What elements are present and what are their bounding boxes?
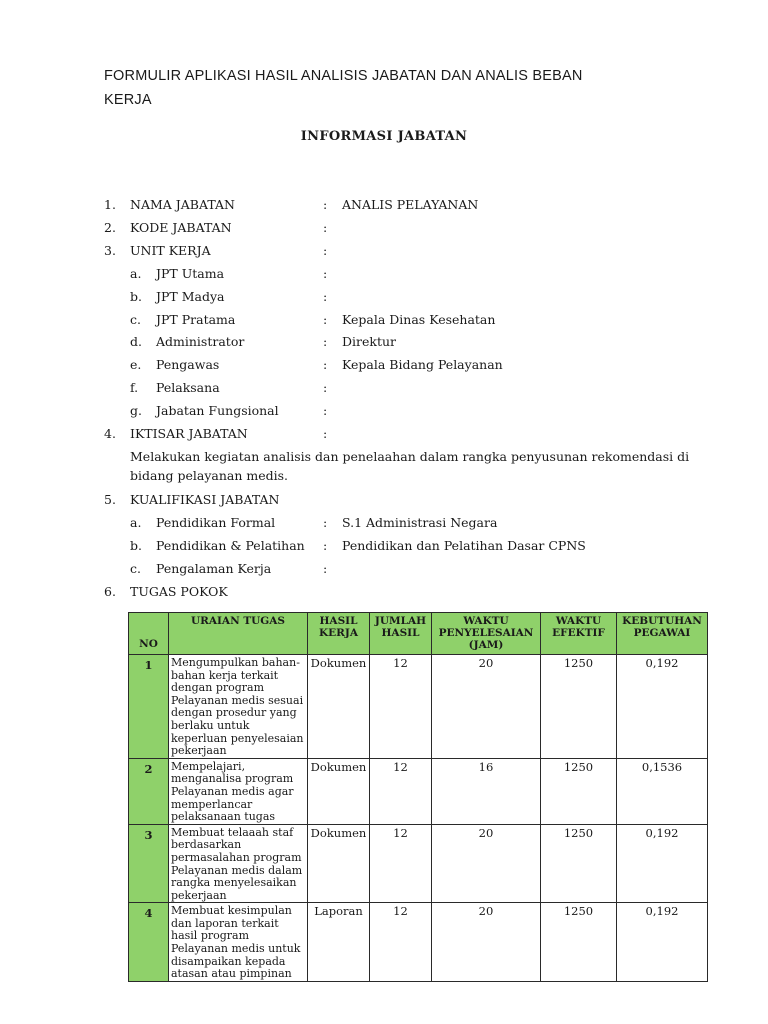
row-kebutuhan: 0,192	[617, 824, 708, 903]
header-uraian-tugas: URAIAN TUGAS	[169, 613, 308, 655]
section-title: INFORMASI JABATAN	[300, 129, 468, 144]
table-row	[129, 655, 708, 759]
field-colon: :	[323, 426, 328, 441]
row-efektif: 1250	[541, 903, 617, 982]
row-number: 1	[129, 655, 169, 759]
field-label: KODE JABATAN	[130, 220, 232, 235]
row-number: 3	[129, 824, 169, 903]
row-uraian: Mempelajari, menganalisa program Pelayanan medis agar memperlancar pelaksanaan tugas	[169, 758, 308, 824]
field-number: 5.	[104, 492, 116, 507]
field-label: Jabatan Fungsional	[156, 403, 279, 418]
field-letter: d.	[130, 334, 142, 349]
field-number: 4.	[104, 426, 116, 441]
field-label: Pendidikan Formal	[156, 515, 276, 530]
field-label: Pengalaman Kerja	[156, 561, 272, 576]
row-uraian: Mengumpulkan bahan-bahan kerja terkait dengan program Pelayanan medis sesuai dengan prosedur yang berlaku untuk keperluan penyelesaian pekerjaan	[169, 655, 308, 759]
table-row	[129, 758, 708, 824]
field-colon: :	[323, 334, 328, 349]
field-number: 3.	[104, 243, 116, 258]
field-label: Pelaksana	[156, 380, 220, 395]
field-label: JPT Utama	[156, 266, 225, 281]
field-label: UNIT KERJA	[130, 243, 211, 258]
field-colon: :	[323, 243, 328, 258]
field-letter: c.	[130, 561, 141, 576]
field-number: 6.	[104, 584, 116, 599]
row-jumlah: 12	[370, 903, 432, 982]
header-hasil-kerja: HASIL KERJA	[308, 613, 370, 655]
field-colon: :	[323, 403, 328, 418]
row-efektif: 1250	[541, 655, 617, 759]
field-value: S.1 Administrasi Negara	[342, 515, 498, 530]
field-colon: :	[323, 561, 328, 576]
field-letter: a.	[130, 266, 142, 281]
row-uraian: Membuat kesimpulan dan laporan terkait hasil program Pelayanan medis untuk disampaikan kepada atasan atau pimpinan	[169, 903, 308, 982]
field-value: Pendidikan dan Pelatihan Dasar CPNS	[342, 538, 586, 553]
field-colon: :	[323, 220, 328, 235]
field-label: Pendidikan & Pelatihan	[156, 538, 305, 553]
row-efektif: 1250	[541, 758, 617, 824]
field-colon: :	[323, 197, 328, 212]
field-number: 1.	[104, 197, 116, 212]
row-jumlah: 12	[370, 824, 432, 903]
field-label: IKTISAR JABATAN	[130, 426, 248, 441]
field-colon: :	[323, 289, 328, 304]
row-number: 4	[129, 903, 169, 982]
field-value: ANALIS PELAYANAN	[342, 197, 479, 212]
field-label: KUALIFIKASI JABATAN	[130, 492, 280, 507]
header-jumlah-hasil: JUMLAH HASIL	[370, 613, 432, 655]
field-letter: f.	[130, 380, 139, 395]
field-colon: :	[323, 266, 328, 281]
row-waktu: 20	[432, 824, 541, 903]
field-colon: :	[323, 312, 328, 327]
row-number: 2	[129, 758, 169, 824]
row-kebutuhan: 0,192	[617, 903, 708, 982]
field-colon: :	[323, 380, 328, 395]
row-jumlah: 12	[370, 758, 432, 824]
field-colon: :	[323, 515, 328, 530]
field-label: JPT Madya	[156, 289, 225, 304]
field-colon: :	[323, 357, 328, 372]
row-hasil: Dokumen	[308, 758, 370, 824]
header-waktu-penyelesaian: WAKTU PENYELESAIAN (JAM)	[432, 613, 541, 655]
row-hasil: Laporan	[308, 903, 370, 982]
field-value: Direktur	[342, 334, 397, 349]
row-kebutuhan: 0,192	[617, 655, 708, 759]
field-value: Kepala Bidang Pelayanan	[342, 357, 503, 372]
document-title: FORMULIR APLIKASI HASIL ANALISIS JABATAN DAN ANALIS BEBAN KERJA	[104, 68, 583, 108]
row-efektif: 1250	[541, 824, 617, 903]
field-letter: e.	[130, 357, 142, 372]
row-hasil: Dokumen	[308, 655, 370, 759]
header-kebutuhan-pegawai: KEBUTUHAN PEGAWAI	[617, 613, 708, 655]
field-label: Pengawas	[156, 357, 220, 372]
field-value: Kepala Dinas Kesehatan	[342, 312, 496, 327]
header-no: NO	[129, 613, 169, 655]
tasks-table	[128, 612, 708, 982]
row-kebutuhan: 0,1536	[617, 758, 708, 824]
table-row	[129, 824, 708, 903]
iktisar-paragraph: Melakukan kegiatan analisis dan penelaahan dalam rangka penyusunan rekomendasi di bidang pelayanan medis.	[130, 449, 690, 483]
table-header-row	[129, 613, 708, 655]
row-jumlah: 12	[370, 655, 432, 759]
field-label: NAMA JABATAN	[130, 197, 235, 212]
field-letter: b.	[130, 538, 142, 553]
field-letter: b.	[130, 289, 142, 304]
field-letter: c.	[130, 312, 141, 327]
field-letter: g.	[130, 403, 142, 418]
field-label: Administrator	[156, 334, 245, 349]
row-waktu: 20	[432, 903, 541, 982]
field-colon: :	[323, 538, 328, 553]
field-number: 2.	[104, 220, 116, 235]
field-label: TUGAS POKOK	[130, 584, 228, 599]
field-letter: a.	[130, 515, 142, 530]
row-uraian: Membuat telaaah staf berdasarkan permasalahan program Pelayanan medis dalam rangka menyelesaikan pekerjaan	[169, 824, 308, 903]
row-waktu: 16	[432, 758, 541, 824]
header-waktu-efektif: WAKTU EFEKTIF	[541, 613, 617, 655]
field-label: JPT Pratama	[156, 312, 236, 327]
table-row	[129, 903, 708, 982]
row-waktu: 20	[432, 655, 541, 759]
row-hasil: Dokumen	[308, 824, 370, 903]
